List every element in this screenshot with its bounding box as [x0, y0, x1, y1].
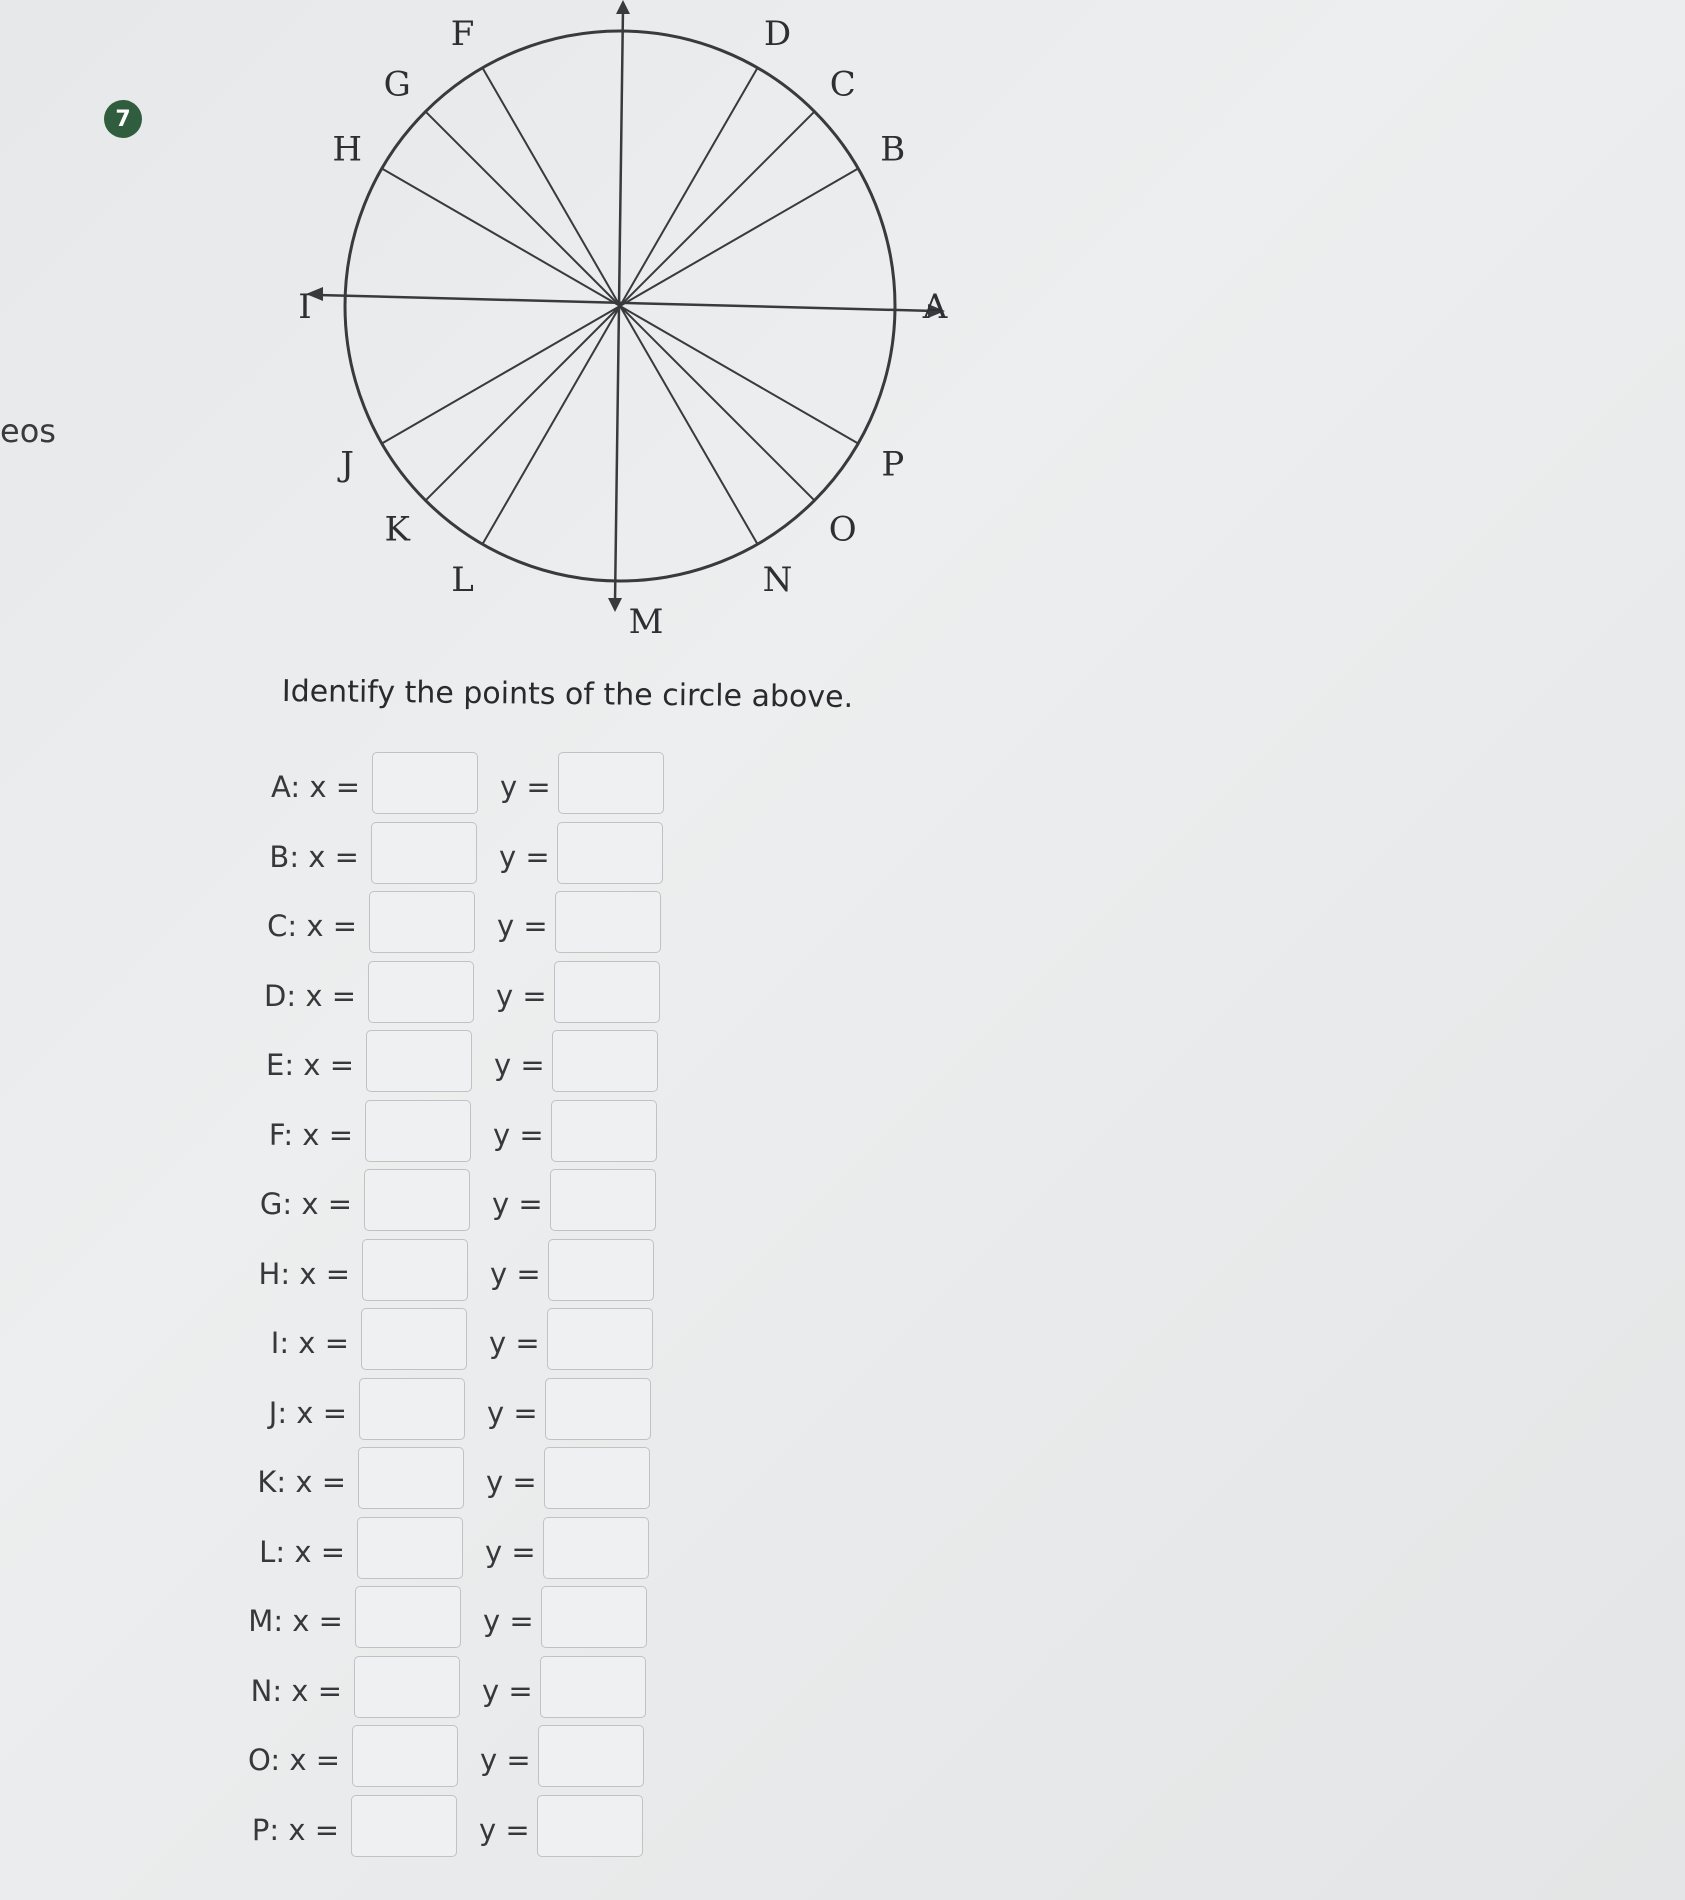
y-input-g[interactable] [550, 1169, 656, 1231]
y-label-i: y = [489, 1326, 540, 1360]
x-input-k[interactable] [358, 1447, 464, 1509]
x-label-p: P: x = [251, 1812, 339, 1847]
x-input-h[interactable] [362, 1239, 468, 1301]
instructions-text: Identify the points of the circle above. [281, 674, 854, 715]
point-label-f: F [450, 14, 475, 55]
radius-line-c [620, 112, 814, 306]
point-label-l: L [451, 559, 474, 600]
y-label-h: y = [490, 1256, 541, 1291]
y-label-l: y = [485, 1534, 536, 1569]
x-label-g: G: x = [259, 1187, 352, 1221]
x-input-j[interactable] [359, 1378, 465, 1440]
y-input-h[interactable] [548, 1239, 654, 1301]
y-label-k: y = [486, 1465, 537, 1499]
y-label-p: y = [479, 1812, 530, 1847]
y-label-m: y = [483, 1604, 534, 1638]
radius-line-f [483, 68, 621, 306]
point-label-k: K [384, 509, 410, 550]
unit-circle-figure [0, 0, 1685, 740]
x-input-l[interactable] [357, 1517, 463, 1579]
y-input-b[interactable] [557, 822, 663, 884]
x-label-h: H: x = [258, 1256, 350, 1291]
radius-line-n [620, 306, 758, 544]
point-label-p: P [881, 444, 905, 485]
y-input-k[interactable] [544, 1447, 650, 1509]
x-input-p[interactable] [351, 1795, 457, 1857]
y-label-c: y = [497, 909, 548, 943]
x-input-e[interactable] [366, 1030, 472, 1092]
point-label-b: B [880, 129, 906, 170]
y-axis-arrow-down [608, 598, 622, 612]
x-input-m[interactable] [355, 1586, 461, 1648]
x-input-c[interactable] [369, 891, 475, 953]
radius-line-d [620, 68, 758, 306]
radius-line-b [620, 169, 858, 307]
x-label-l: L: x = [259, 1534, 345, 1569]
y-input-e[interactable] [552, 1030, 658, 1092]
point-label-i: I [298, 287, 312, 327]
y-input-a[interactable] [558, 752, 664, 814]
y-label-g: y = [492, 1187, 543, 1221]
x-input-d[interactable] [368, 961, 474, 1023]
y-label-b: y = [499, 839, 550, 874]
point-label-n: N [762, 559, 793, 600]
y-input-m[interactable] [541, 1586, 647, 1648]
x-input-g[interactable] [364, 1169, 470, 1231]
radius-line-j [382, 306, 620, 444]
x-input-b[interactable] [371, 822, 477, 884]
x-label-a: A: x = [271, 770, 360, 804]
x-label-f: F: x = [268, 1117, 353, 1152]
point-label-h: H [332, 129, 363, 170]
y-input-c[interactable] [555, 891, 661, 953]
x-input-o[interactable] [352, 1725, 458, 1787]
x-label-e: E: x = [266, 1048, 354, 1082]
y-label-j: y = [487, 1395, 538, 1430]
y-input-n[interactable] [540, 1656, 646, 1718]
y-input-l[interactable] [543, 1517, 649, 1579]
side-label: eos [0, 412, 56, 450]
x-input-a[interactable] [372, 752, 478, 814]
point-label-o: O [828, 509, 857, 550]
y-input-f[interactable] [551, 1100, 657, 1162]
point-label-m: M [628, 602, 664, 642]
x-label-m: M: x = [248, 1604, 343, 1638]
y-label-n: y = [482, 1673, 533, 1708]
x-input-i[interactable] [361, 1308, 467, 1370]
y-label-d: y = [496, 978, 547, 1013]
point-label-d: D [763, 14, 792, 55]
y-label-f: y = [493, 1117, 544, 1152]
x-label-o: O: x = [248, 1743, 340, 1777]
radius-line-k [426, 306, 620, 500]
x-label-n: N: x = [250, 1673, 342, 1708]
x-input-f[interactable] [365, 1100, 471, 1162]
y-input-d[interactable] [554, 961, 660, 1023]
radius-line-g [426, 112, 620, 306]
y-label-e: y = [494, 1048, 545, 1082]
question-number-badge: 7 [104, 100, 142, 138]
y-input-p[interactable] [537, 1795, 643, 1857]
y-input-o[interactable] [538, 1725, 644, 1787]
y-label-o: y = [480, 1743, 531, 1777]
x-label-d: D: x = [264, 978, 356, 1013]
y-input-j[interactable] [545, 1378, 651, 1440]
x-input-n[interactable] [354, 1656, 460, 1718]
point-label-a: A [922, 287, 948, 327]
x-label-k: K: x = [257, 1465, 346, 1499]
y-axis-arrow-up [616, 0, 630, 14]
x-label-b: B: x = [269, 839, 359, 874]
x-label-c: C: x = [267, 909, 357, 943]
y-label-a: y = [500, 770, 551, 804]
radius-line-p [620, 306, 858, 444]
radius-line-l [483, 306, 621, 544]
radius-line-o [620, 306, 814, 500]
point-label-g: G [383, 64, 411, 105]
x-label-j: J: x = [268, 1395, 347, 1430]
radius-line-h [382, 169, 620, 307]
y-input-i[interactable] [547, 1308, 653, 1370]
point-label-c: C [829, 64, 856, 105]
x-label-i: I: x = [270, 1326, 349, 1360]
point-label-j: J [340, 444, 355, 485]
